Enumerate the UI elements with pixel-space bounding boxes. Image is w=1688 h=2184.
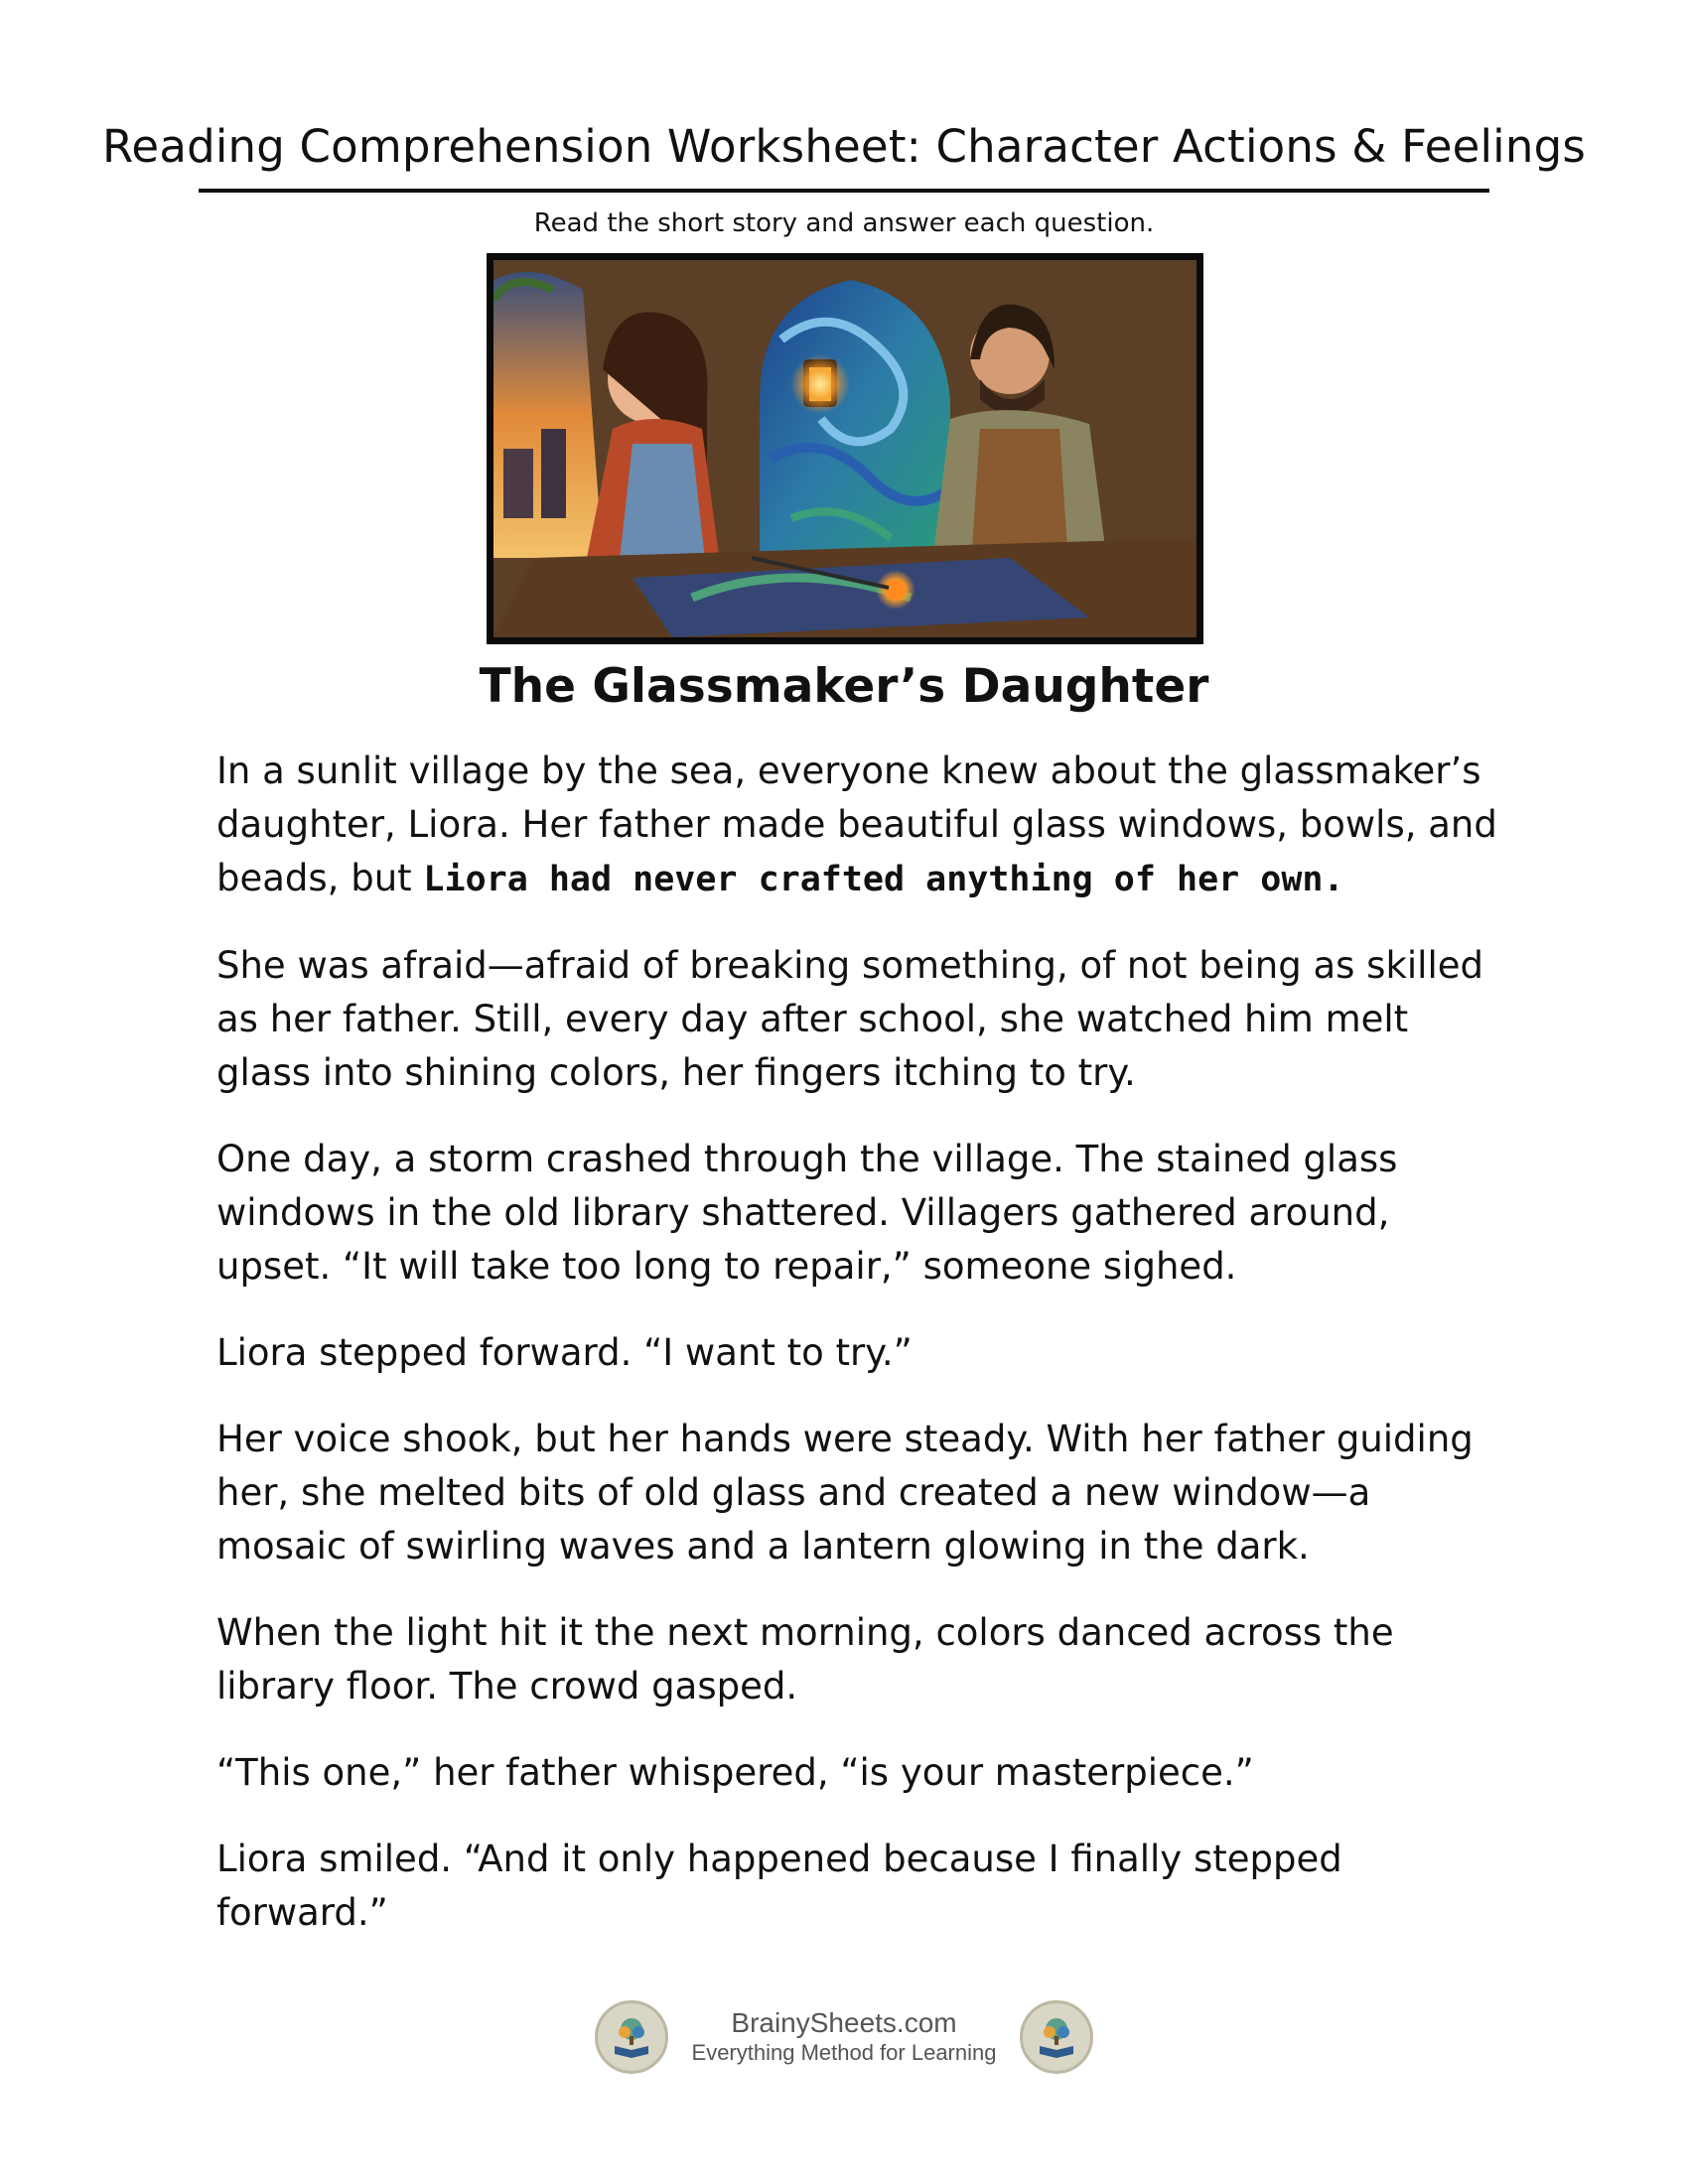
- story-paragraph: Liora smiled. “And it only happened because I finally stepped forward.”: [216, 1838, 1342, 1934]
- worksheet-title: Reading Comprehension Worksheet: Character Actions & Feelings: [101, 120, 1586, 173]
- glassmaker-workshop-illustration: [493, 260, 1196, 637]
- story-paragraph: Liora stepped forward. “I want to try.”: [216, 1331, 913, 1374]
- book-tree-badge-icon: [1020, 2000, 1093, 2074]
- story-emphasis: Liora had never crafted anything of her own.: [423, 860, 1344, 899]
- instructions-text: Read the short story and answer each question.: [533, 208, 1155, 238]
- footer: [0, 1995, 1688, 2079]
- footer-tagline: Everything Method for Learning: [691, 2040, 997, 2065]
- title-divider: [199, 189, 1489, 193]
- story-title: The Glassmaker’s Daughter: [479, 659, 1209, 714]
- story-paragraph: “This one,” her father whispered, “is your masterpiece.”: [216, 1751, 1254, 1794]
- story-paragraph: Her voice shook, but her hands were steady. With her father guiding her, she melted bits of old glass and created a new window—a mosaic of swirling waves and a lantern glowing in the dark.: [216, 1418, 1474, 1568]
- footer-site: BrainySheets.com: [731, 2007, 957, 2038]
- footer-branding: [680, 2007, 1008, 2067]
- story-paragraph: [216, 745, 1507, 906]
- story-paragraph-text: In a sunlit village by the sea, everyone knew about the glassmaker’s daughter, Liora. Her father made beautiful glass windows, bowls, and beads, but: [216, 750, 1497, 899]
- story-paragraph: When the light hit it the next morning, colors danced across the library floor. The crowd gasped.: [216, 1611, 1394, 1707]
- book-tree-badge-icon: [595, 2000, 668, 2074]
- story-paragraph: One day, a storm crashed through the village. The stained glass windows in the old library shattered. Villagers gathered around, upset. “It will take too long to repair,” someone sighed.: [216, 1138, 1398, 1288]
- story-text: [216, 745, 1507, 1973]
- story-paragraph: She was afraid—afraid of breaking something, of not being as skilled as her father. Still, every day after school, she watched him melt glass into shining colors, her fingers itching to try.: [216, 944, 1483, 1094]
- story-illustration: [487, 253, 1203, 644]
